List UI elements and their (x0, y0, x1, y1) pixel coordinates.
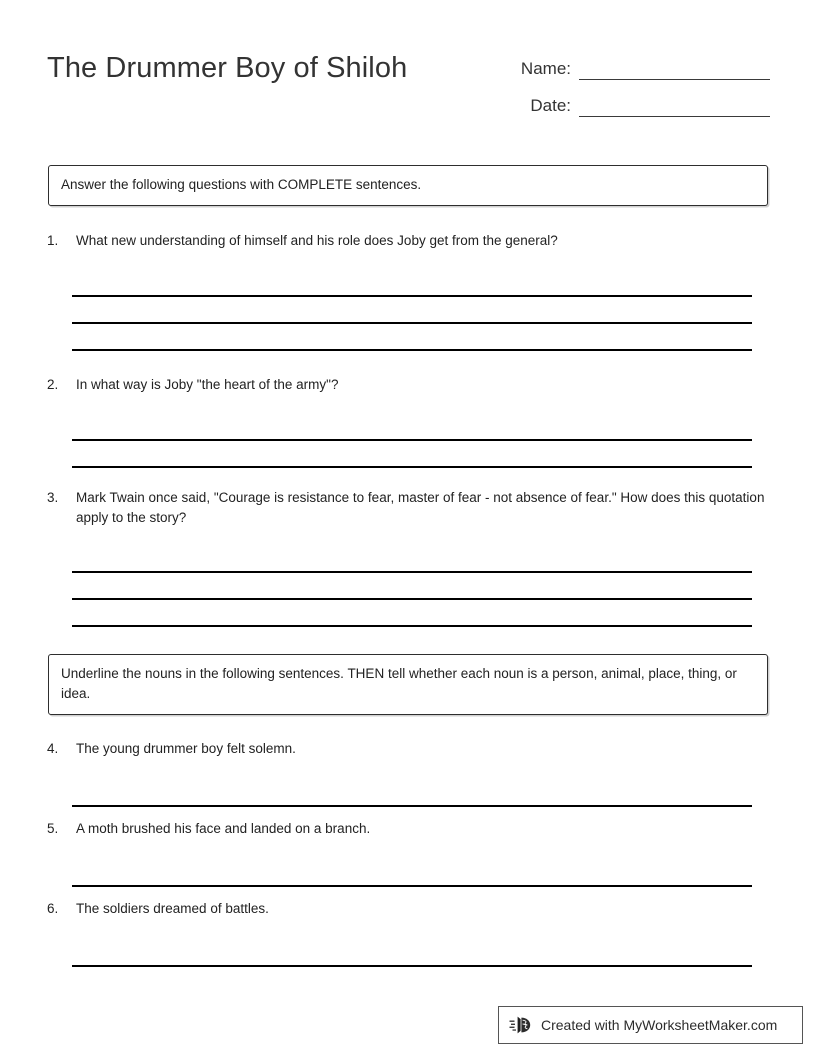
answer-line[interactable] (72, 600, 752, 627)
question-number-6: 6. (47, 901, 59, 916)
question-text-5: A moth brushed his face and landed on a branch. (76, 821, 371, 836)
question-text-4: The young drummer boy felt solemn. (76, 741, 296, 756)
date-input-line[interactable] (579, 94, 770, 117)
answer-line[interactable] (72, 270, 752, 297)
question-item-3 (47, 488, 769, 627)
question-item-6 (47, 899, 769, 967)
answer-line[interactable] (72, 414, 752, 441)
question-text-2: In what way is Joby "the heart of the army"? (76, 377, 339, 392)
answer-line[interactable] (72, 573, 752, 600)
question-item-4 (47, 739, 769, 807)
question-text-6: The soldiers dreamed of battles. (76, 901, 269, 916)
worksheet-header (0, 0, 816, 135)
question-number-2: 2. (47, 377, 59, 392)
name-input-line[interactable] (579, 57, 770, 80)
question-text-3: Mark Twain once said, "Courage is resistance to fear, master of fear - not absence of fear." How does this quotation apply to the story? (76, 490, 765, 525)
question-header-6 (47, 899, 769, 919)
question-item-1 (47, 231, 769, 351)
name-date-block (498, 48, 770, 117)
question-text-1: What new understanding of himself and his role does Joby get from the general? (76, 233, 558, 248)
answer-line[interactable] (72, 860, 752, 887)
question-item-2 (47, 375, 769, 468)
worksheet-maker-badge[interactable] (498, 1006, 803, 1044)
question-number-3: 3. (47, 490, 59, 505)
instruction-box-1 (48, 165, 768, 206)
date-row (498, 85, 770, 117)
question-number-1: 1. (47, 233, 59, 248)
answer-line[interactable] (72, 780, 752, 807)
question-item-5 (47, 819, 769, 887)
instruction-text-1: Answer the following questions with COMPLETE sentences. (61, 177, 422, 192)
instruction-text-2: Underline the nouns in the following sentences. THEN tell whether each noun is a person, animal, place, thing, or idea. (61, 666, 737, 701)
answer-lines-3 (72, 546, 769, 627)
answer-line[interactable] (72, 441, 752, 468)
question-number-5: 5. (47, 821, 59, 836)
name-row (498, 48, 770, 80)
quill-pencil-icon (509, 1013, 535, 1037)
answer-lines-6 (72, 940, 769, 967)
answer-line[interactable] (72, 324, 752, 351)
question-header-3 (47, 488, 769, 527)
answer-lines-4 (72, 780, 769, 807)
question-header-2 (47, 375, 769, 395)
page-title: The Drummer Boy of Shiloh (47, 52, 408, 84)
date-label: Date: (530, 96, 571, 115)
name-label: Name: (520, 59, 571, 78)
badge-label: Created with MyWorksheetMaker.com (541, 1017, 778, 1033)
question-header-1 (47, 231, 769, 251)
answer-lines-1 (72, 270, 769, 351)
instruction-box-2 (48, 654, 768, 715)
answer-lines-5 (72, 860, 769, 887)
question-number-4: 4. (47, 741, 59, 756)
answer-line[interactable] (72, 297, 752, 324)
answer-lines-2 (72, 414, 769, 468)
question-header-4 (47, 739, 769, 759)
answer-line[interactable] (72, 546, 752, 573)
answer-line[interactable] (72, 940, 752, 967)
question-header-5 (47, 819, 769, 839)
